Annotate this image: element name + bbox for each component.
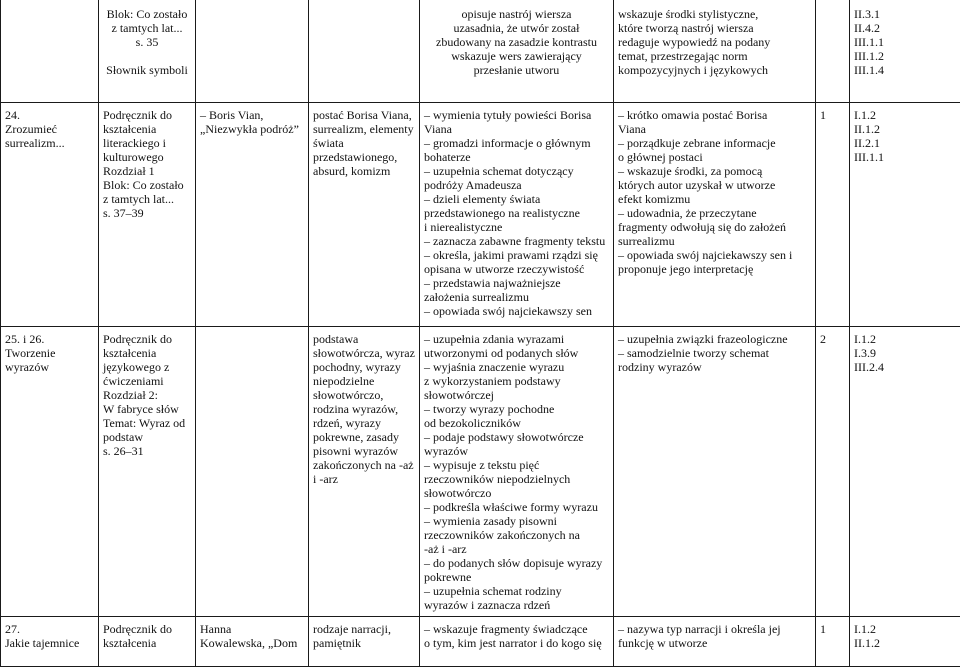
content-cell [309,327,420,617]
cell-line: Hanna [200,622,304,636]
cell-line: podstawa [313,332,415,346]
cell-line: Rozdział 1 [103,164,191,178]
cell-value: 1 [820,622,845,636]
literary-text-cell [196,103,309,327]
curriculum-codes-cell [850,103,960,327]
cell-line: II.1.2 [854,122,956,136]
lesson-cell [1,617,99,667]
cell-line: założenia surrealizmu [424,290,609,304]
lesson-cell [1,0,99,103]
cell-line: przedstawionego, [313,150,415,164]
cell-line: surrealizm... [5,136,94,150]
cell-line: – podkreśla właściwe formy wyrazu [424,500,609,514]
cell-line: III.1.4 [854,63,956,77]
cell-line: o tym, kim jest narrator i do kogo się [424,636,609,650]
cell-line: wskazuje wers zawierający [424,49,609,63]
cell-line: postać Borisa Viana, [313,108,415,122]
cell-line: o głównej postaci [618,150,811,164]
cell-line: słowotwórczej [424,388,609,402]
cell-line: podróży Amadeusza [424,178,609,192]
cell-line: – przedstawia najważniejsze [424,276,609,290]
cell-line: – krótko omawia postać Borisa [618,108,811,122]
cell-line: II.2.1 [854,136,956,150]
cell-line: rodzaje narracji, [313,622,415,636]
cell-line: – opowiada swój najciekawszy sen i [618,248,811,262]
cell-line: – tworzy wyrazy pochodne [424,402,609,416]
cell-line: których autor uzyskał w utworze [618,178,811,192]
cell-line: – do podanych słów dopisuje wyrazy [424,556,609,570]
cell-line: I.3.9 [854,346,956,360]
cell-line: temat, przestrzegając norm [618,49,811,63]
cell-line: kształcenia [103,122,191,136]
cell-line: i nierealistyczne [424,220,609,234]
cell-line: i -arz [313,472,415,486]
cell-line: uzasadnia, że utwór został [424,21,609,35]
cell-line: z wykorzystaniem podstawy [424,374,609,388]
cell-line: opisana w utworze rzeczywistość [424,262,609,276]
cell-line: zbudowany na zasadzie kontrastu [424,35,609,49]
cell-line: II.4.2 [854,21,956,35]
cell-line: rodzina wyrazów, [313,402,415,416]
cell-line: – gromadzi informacje o głównym [424,136,609,150]
table-row [1,617,960,667]
cell-line: I.1.2 [854,622,956,636]
literary-text-cell [196,0,309,103]
cell-line: Zrozumieć [5,122,94,136]
cell-line: przedstawionego na realistyczne [424,206,609,220]
cell-line: rzeczowników zakończonych na [424,528,609,542]
cell-line: Viana [424,122,609,136]
extended-requirements-cell [614,0,816,103]
content-cell [309,0,420,103]
cell-line: – samodzielnie tworzy schemat [618,346,811,360]
basic-requirements-cell [420,327,614,617]
lesson-cell [1,327,99,617]
sources-cell [99,0,196,103]
hours-cell [816,327,850,617]
cell-line: – wyjaśnia znaczenie wyrazu [424,360,609,374]
cell-line: – podaje podstawy słowotwórcze [424,430,609,444]
cell-line: – wypisuje z tekstu pięć [424,458,609,472]
extended-requirements-cell [614,327,816,617]
table-row [1,103,960,327]
curriculum-codes-cell [850,617,960,667]
cell-line: świata [313,136,415,150]
cell-line: – uzupełnia związki frazeologiczne [618,332,811,346]
cell-line: redaguje wypowiedź na podany [618,35,811,49]
sources-cell [99,103,196,327]
cell-line: – opowiada swój najciekawszy sen [424,304,609,318]
cell-line: pokrewne, zasady [313,430,415,444]
lesson-cell [1,103,99,327]
cell-line: wyrazów [5,360,94,374]
sources-cell [99,327,196,617]
cell-line: surrealizmu [618,234,811,248]
extended-requirements-cell [614,103,816,327]
cell-line: II.3.1 [854,7,956,21]
table-row [1,0,960,103]
cell-line: – udowadnia, że przeczytane [618,206,811,220]
cell-line: opisuje nastrój wiersza [424,7,609,21]
cell-line: – określa, jakimi prawami rządzi się [424,248,609,262]
cell-line: I.1.2 [854,332,956,346]
cell-line: Słownik symboli [103,63,191,77]
hours-cell [816,0,850,103]
cell-line: s. 26–31 [103,444,191,458]
cell-line: III.1.1 [854,35,956,49]
cell-line: – wskazuje środki, za pomocą [618,164,811,178]
cell-line: Jakie tajemnice [5,636,94,650]
cell-line: od bezokoliczników [424,416,609,430]
cell-line: kulturowego [103,150,191,164]
cell-line: Viana [618,122,811,136]
cell-line: efekt komizmu [618,192,811,206]
cell-line: – wskazuje fragmenty świadczące [424,622,609,636]
cell-line: wskazuje środki stylistyczne, [618,7,811,21]
cell-line: pochodny, wyrazy [313,360,415,374]
cell-line: – porządkuje zebrane informacje [618,136,811,150]
cell-line: 24. [5,108,94,122]
cell-line: z tamtych lat... [103,21,191,35]
cell-line: rodziny wyrazów [618,360,811,374]
basic-requirements-cell [420,103,614,327]
cell-line: proponuje jego interpretację [618,262,811,276]
cell-line: III.1.2 [854,49,956,63]
cell-line [103,49,191,63]
cell-line: Blok: Co zostało [103,178,191,192]
cell-line: kształcenia [103,346,191,360]
cell-line: literackiego i [103,136,191,150]
cell-line: utworzonymi od podanych słów [424,346,609,360]
table-row [1,327,960,617]
cell-line: pamiętnik [313,636,415,650]
cell-line: – uzupełnia schemat dotyczący [424,164,609,178]
cell-line: fragmenty odwołują się do założeń [618,220,811,234]
cell-line: Blok: Co zostało [103,7,191,21]
cell-line: III.2.4 [854,360,956,374]
cell-line: Podręcznik do [103,108,191,122]
cell-line: rdzeń, wyrazy [313,416,415,430]
content-cell [309,103,420,327]
cell-line: słowotwórczo [424,486,609,500]
cell-line: surrealizm, elementy [313,122,415,136]
cell-line: – uzupełnia schemat rodziny [424,584,609,598]
cell-line: które tworzą nastrój wiersza [618,21,811,35]
cell-line: W fabryce słów [103,402,191,416]
cell-line: II.1.2 [854,636,956,650]
cell-line: – dzieli elementy świata [424,192,609,206]
cell-line: absurd, komizm [313,164,415,178]
cell-line: – nazywa typ narracji i określa jej [618,622,811,636]
cell-line: Temat: Wyraz od [103,416,191,430]
cell-line: – uzupełnia zdania wyrazami [424,332,609,346]
sources-cell [99,617,196,667]
cell-line: – wymienia tytuły powieści Borisa [424,108,609,122]
curriculum-codes-cell [850,0,960,103]
curriculum-codes-cell [850,327,960,617]
cell-line: funkcję w utworze [618,636,811,650]
cell-value: 1 [820,108,845,122]
cell-line: językowego z [103,360,191,374]
cell-line: kompozycyjnych i językowych [618,63,811,77]
cell-line: – zaznacza zabawne fragmenty tekstu [424,234,609,248]
cell-line: ćwiczeniami [103,374,191,388]
cell-line: niepodzielne [313,374,415,388]
cell-line: słowotwórcza, wyraz [313,346,415,360]
cell-line: zakończonych na -aż [313,458,415,472]
cell-line: „Niezwykła podróż” [200,122,304,136]
cell-line: podstaw [103,430,191,444]
cell-line: wyrazów [424,444,609,458]
cell-line: bohaterze [424,150,609,164]
cell-line: – Boris Vian, [200,108,304,122]
cell-line: s. 35 [103,35,191,49]
basic-requirements-cell [420,617,614,667]
content-cell [309,617,420,667]
cell-line: pokrewne [424,570,609,584]
cell-line: s. 37–39 [103,206,191,220]
literary-text-cell [196,327,309,617]
hours-cell [816,617,850,667]
cell-line: przesłanie utworu [424,63,609,77]
cell-line: wyrazów i zaznacza rdzeń [424,598,609,612]
cell-line: 25. i 26. [5,332,94,346]
cell-line: Podręcznik do [103,622,191,636]
cell-line: rzeczowników niepodzielnych [424,472,609,486]
cell-line: III.1.1 [854,150,956,164]
cell-line: pisowni wyrazów [313,444,415,458]
basic-requirements-cell [420,0,614,103]
extended-requirements-cell [614,617,816,667]
cell-line: z tamtych lat... [103,192,191,206]
cell-line: 27. [5,622,94,636]
cell-line: Rozdział 2: [103,388,191,402]
cell-value: 2 [820,332,845,346]
cell-line: – wymienia zasady pisowni [424,514,609,528]
literary-text-cell [196,617,309,667]
cell-line: słowotwórczo, [313,388,415,402]
hours-cell [816,103,850,327]
cell-line: Podręcznik do [103,332,191,346]
cell-line: Tworzenie [5,346,94,360]
cell-line: Kowalewska, „Dom [200,636,304,650]
cell-line: -aż i -arz [424,542,609,556]
cell-line: kształcenia [103,636,191,650]
cell-line: I.1.2 [854,108,956,122]
